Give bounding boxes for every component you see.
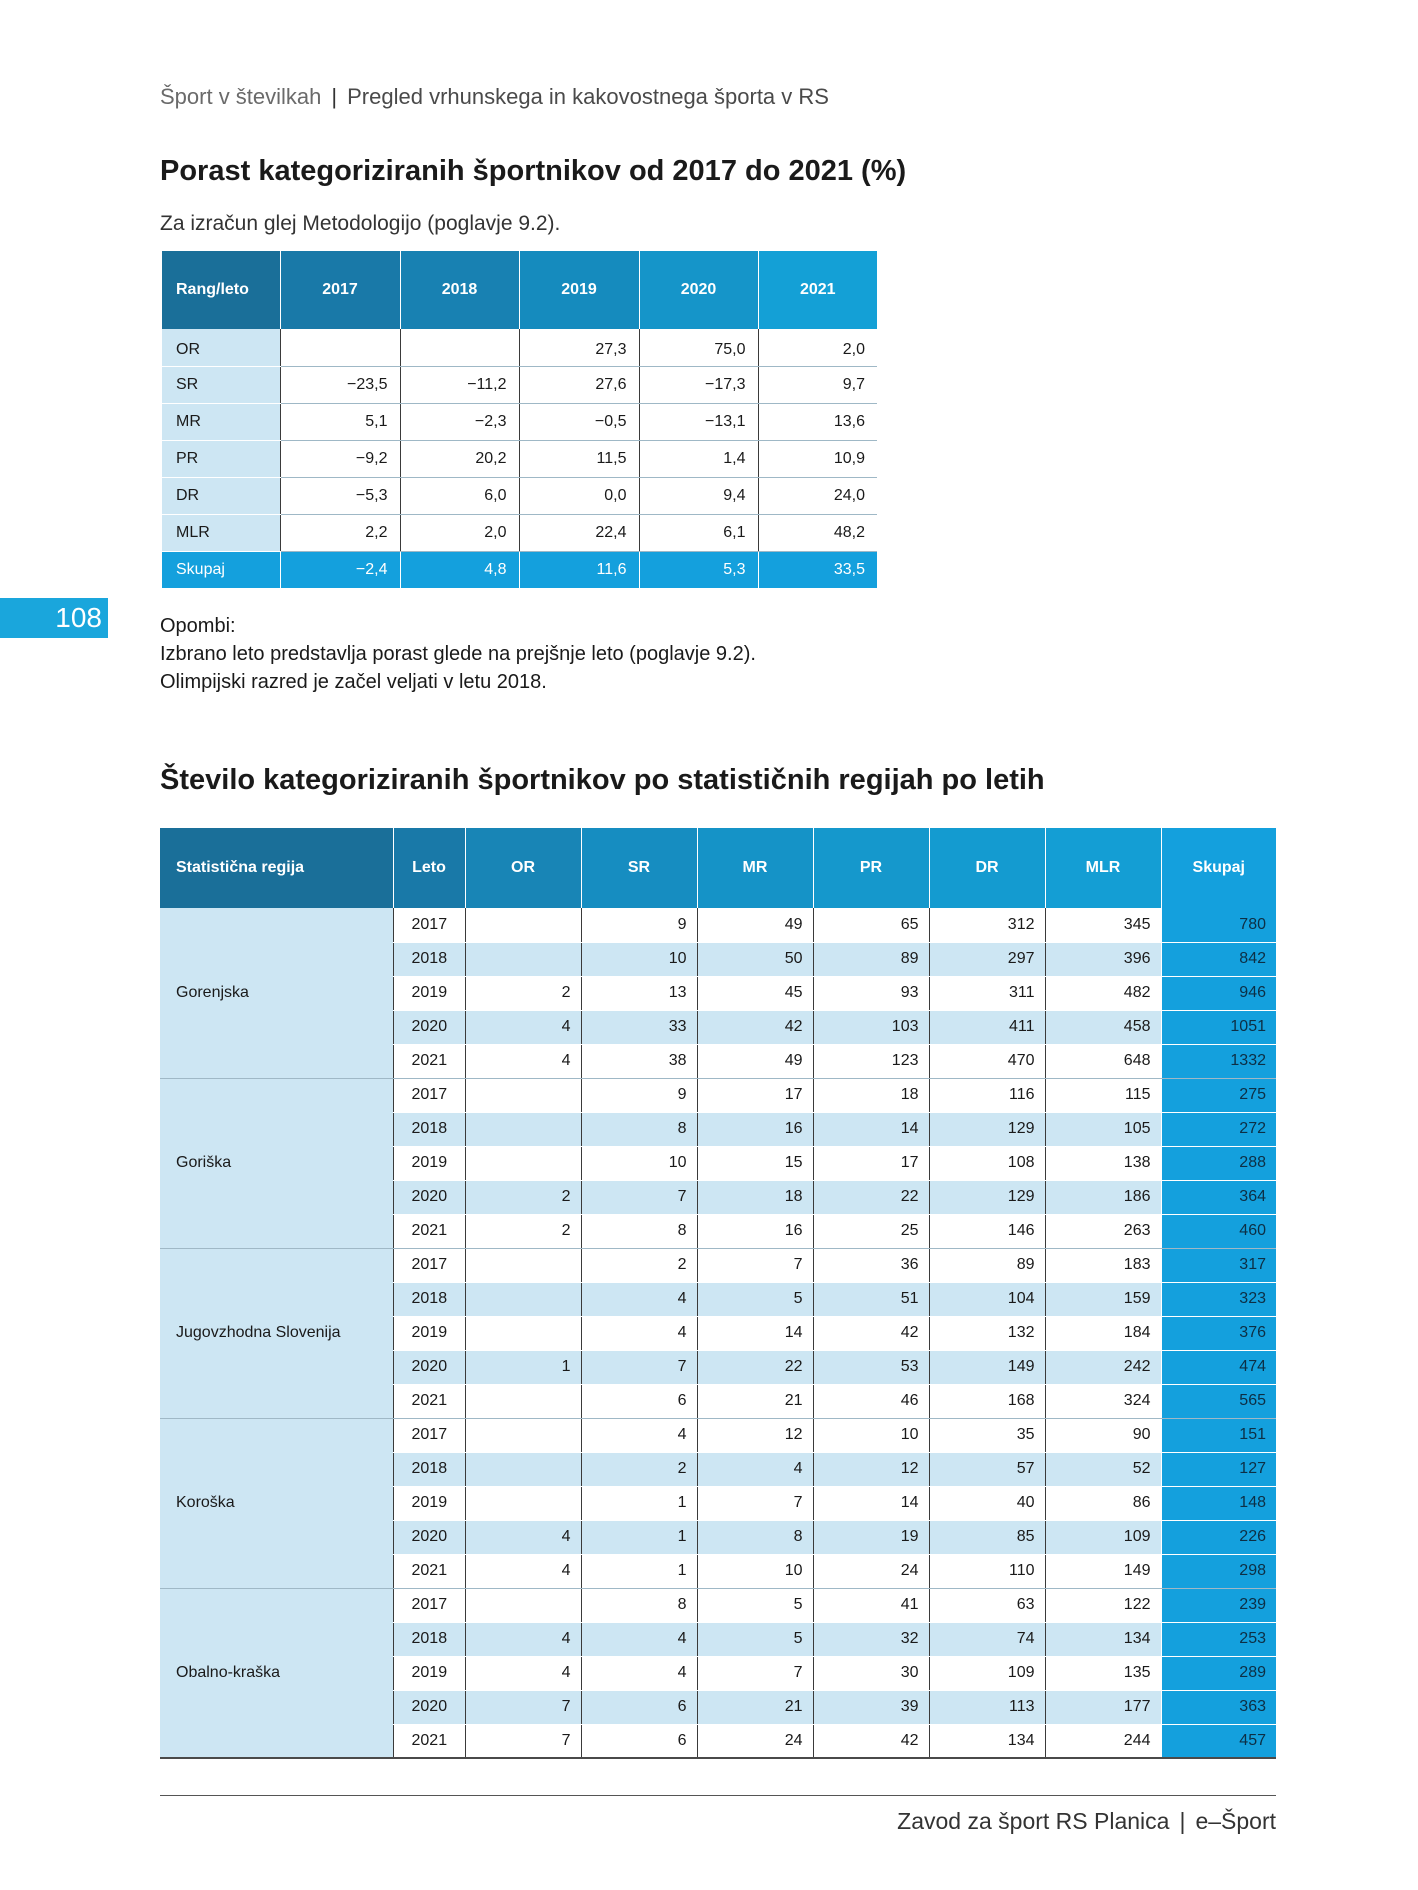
table-cell: 115 bbox=[1045, 1078, 1161, 1112]
total-cell: 780 bbox=[1161, 908, 1276, 942]
table-cell: 50 bbox=[697, 942, 813, 976]
column-header: 2019 bbox=[519, 251, 639, 329]
table-cell: 57 bbox=[929, 1452, 1045, 1486]
table-cell: 138 bbox=[1045, 1146, 1161, 1180]
table-cell: 242 bbox=[1045, 1350, 1161, 1384]
table-cell: 129 bbox=[929, 1180, 1045, 1214]
row-label: Skupaj bbox=[162, 551, 280, 588]
row-label: DR bbox=[162, 477, 280, 514]
total-cell: 272 bbox=[1161, 1112, 1276, 1146]
total-cell: 457 bbox=[1161, 1724, 1276, 1758]
table-cell: 7 bbox=[697, 1656, 813, 1690]
total-cell: 1332 bbox=[1161, 1044, 1276, 1078]
year-cell: 2017 bbox=[393, 1078, 465, 1112]
table-cell: 4 bbox=[465, 1010, 581, 1044]
table-cell: 17 bbox=[697, 1078, 813, 1112]
table-cell: −2,4 bbox=[280, 551, 400, 588]
table-cell: 122 bbox=[1045, 1588, 1161, 1622]
year-cell: 2020 bbox=[393, 1350, 465, 1384]
table-cell: 74 bbox=[929, 1622, 1045, 1656]
table-cell: 30 bbox=[813, 1656, 929, 1690]
year-cell: 2020 bbox=[393, 1690, 465, 1724]
table-cell bbox=[280, 329, 400, 366]
table-row bbox=[162, 477, 877, 514]
year-cell: 2019 bbox=[393, 1486, 465, 1520]
total-cell: 842 bbox=[1161, 942, 1276, 976]
table-cell: 49 bbox=[697, 908, 813, 942]
table-cell: 18 bbox=[697, 1180, 813, 1214]
table-cell: 324 bbox=[1045, 1384, 1161, 1418]
table-cell: 123 bbox=[813, 1044, 929, 1078]
table-cell: 14 bbox=[697, 1316, 813, 1350]
table-cell: 27,3 bbox=[519, 329, 639, 366]
table-cell: 25 bbox=[813, 1214, 929, 1248]
page-number: 108 bbox=[0, 598, 108, 638]
table-cell: 16 bbox=[697, 1214, 813, 1248]
table-cell: 12 bbox=[697, 1418, 813, 1452]
table-cell: 8 bbox=[581, 1112, 697, 1146]
table-cell: 177 bbox=[1045, 1690, 1161, 1724]
total-cell: 474 bbox=[1161, 1350, 1276, 1384]
table-cell: 297 bbox=[929, 942, 1045, 976]
table-cell: 2 bbox=[581, 1248, 697, 1282]
year-cell: 2020 bbox=[393, 1180, 465, 1214]
table-row bbox=[162, 514, 877, 551]
table-row bbox=[162, 329, 877, 366]
table-cell: 89 bbox=[929, 1248, 1045, 1282]
header-publication: Šport v številkah bbox=[160, 84, 322, 109]
year-cell: 2018 bbox=[393, 1282, 465, 1316]
table-cell: 46 bbox=[813, 1384, 929, 1418]
table-cell: 5 bbox=[697, 1282, 813, 1316]
year-cell: 2019 bbox=[393, 1146, 465, 1180]
table-cell: 40 bbox=[929, 1486, 1045, 1520]
table-cell: 470 bbox=[929, 1044, 1045, 1078]
total-cell: 317 bbox=[1161, 1248, 1276, 1282]
table-cell: 134 bbox=[1045, 1622, 1161, 1656]
table-cell: −17,3 bbox=[639, 366, 758, 403]
table-cell: 6 bbox=[581, 1690, 697, 1724]
table-cell: 24 bbox=[697, 1724, 813, 1758]
table-row bbox=[162, 366, 877, 403]
total-cell: 376 bbox=[1161, 1316, 1276, 1350]
table-cell: 20,2 bbox=[400, 440, 519, 477]
table-cell bbox=[465, 942, 581, 976]
table-row bbox=[160, 1078, 1276, 1112]
table-cell bbox=[465, 1316, 581, 1350]
table-cell bbox=[465, 1452, 581, 1486]
footer-series: e–Šport bbox=[1195, 1808, 1276, 1834]
table-cell: 7 bbox=[697, 1248, 813, 1282]
notes-heading: Opombi: bbox=[160, 615, 236, 637]
column-header: DR bbox=[929, 828, 1045, 908]
table-cell: 311 bbox=[929, 976, 1045, 1010]
region-name: Obalno-kraška bbox=[160, 1588, 393, 1758]
year-cell: 2017 bbox=[393, 1588, 465, 1622]
column-header: 2018 bbox=[400, 251, 519, 329]
table-cell: 14 bbox=[813, 1486, 929, 1520]
table-cell: 7 bbox=[581, 1350, 697, 1384]
table-cell: 51 bbox=[813, 1282, 929, 1316]
table-cell: 14 bbox=[813, 1112, 929, 1146]
table-cell: 4 bbox=[581, 1282, 697, 1316]
table-cell: 35 bbox=[929, 1418, 1045, 1452]
table-cell: 17 bbox=[813, 1146, 929, 1180]
table-cell: 4 bbox=[581, 1418, 697, 1452]
table-cell: 132 bbox=[929, 1316, 1045, 1350]
region-name: Jugovzhodna Slovenija bbox=[160, 1248, 393, 1418]
table-cell: 10 bbox=[697, 1554, 813, 1588]
year-cell: 2021 bbox=[393, 1044, 465, 1078]
table-cell: 33,5 bbox=[758, 551, 877, 588]
year-cell: 2021 bbox=[393, 1554, 465, 1588]
table-cell: 10 bbox=[813, 1418, 929, 1452]
section2-title: Število kategoriziranih športnikov po statističnih regijah po letih bbox=[160, 764, 1045, 796]
table-cell: 8 bbox=[697, 1520, 813, 1554]
table-cell: 9,7 bbox=[758, 366, 877, 403]
table-cell: 89 bbox=[813, 942, 929, 976]
table-cell: 4 bbox=[465, 1044, 581, 1078]
year-cell: 2020 bbox=[393, 1520, 465, 1554]
column-header: 2021 bbox=[758, 251, 877, 329]
table-cell bbox=[465, 1078, 581, 1112]
total-cell: 275 bbox=[1161, 1078, 1276, 1112]
table-cell: 135 bbox=[1045, 1656, 1161, 1690]
table-cell bbox=[465, 1486, 581, 1520]
table-cell: 4 bbox=[465, 1656, 581, 1690]
table-cell: 49 bbox=[697, 1044, 813, 1078]
table-cell bbox=[465, 1112, 581, 1146]
table-cell: 108 bbox=[929, 1146, 1045, 1180]
table-cell: 5,1 bbox=[280, 403, 400, 440]
table-cell: 42 bbox=[697, 1010, 813, 1044]
table-cell: 134 bbox=[929, 1724, 1045, 1758]
table-cell: 109 bbox=[1045, 1520, 1161, 1554]
table-cell: −2,3 bbox=[400, 403, 519, 440]
table-cell: 90 bbox=[1045, 1418, 1161, 1452]
table-cell bbox=[465, 908, 581, 942]
header-chapter: Pregled vrhunskega in kakovostnega športa v RS bbox=[347, 84, 829, 109]
year-cell: 2021 bbox=[393, 1384, 465, 1418]
table-cell bbox=[465, 1588, 581, 1622]
table-cell: 6,1 bbox=[639, 514, 758, 551]
growth-table bbox=[162, 251, 877, 588]
table-cell: 8 bbox=[581, 1214, 697, 1248]
table-cell: 10 bbox=[581, 1146, 697, 1180]
growth-table-header bbox=[162, 251, 877, 329]
table-cell: 482 bbox=[1045, 976, 1161, 1010]
table-row bbox=[160, 1248, 1276, 1282]
table-cell: 4 bbox=[465, 1622, 581, 1656]
table-cell: 39 bbox=[813, 1690, 929, 1724]
year-cell: 2018 bbox=[393, 1112, 465, 1146]
table-cell: 16 bbox=[697, 1112, 813, 1146]
year-cell: 2020 bbox=[393, 1010, 465, 1044]
table-cell: 4 bbox=[465, 1520, 581, 1554]
table-cell: 75,0 bbox=[639, 329, 758, 366]
column-header: Leto bbox=[393, 828, 465, 908]
table-cell: 15 bbox=[697, 1146, 813, 1180]
total-cell: 289 bbox=[1161, 1656, 1276, 1690]
table-cell: 7 bbox=[465, 1690, 581, 1724]
table-row bbox=[160, 1588, 1276, 1622]
column-header: OR bbox=[465, 828, 581, 908]
table-cell: −5,3 bbox=[280, 477, 400, 514]
column-header: MLR bbox=[1045, 828, 1161, 908]
table-cell: 263 bbox=[1045, 1214, 1161, 1248]
table-cell: 4 bbox=[697, 1452, 813, 1486]
region-name: Koroška bbox=[160, 1418, 393, 1588]
table-cell: 312 bbox=[929, 908, 1045, 942]
total-cell: 364 bbox=[1161, 1180, 1276, 1214]
table-cell bbox=[465, 1248, 581, 1282]
table-cell: 113 bbox=[929, 1690, 1045, 1724]
table-cell: 18 bbox=[813, 1078, 929, 1112]
table-cell: 1 bbox=[581, 1486, 697, 1520]
table-cell: 9,4 bbox=[639, 477, 758, 514]
table-cell: 186 bbox=[1045, 1180, 1161, 1214]
table-cell: 1 bbox=[465, 1350, 581, 1384]
total-cell: 239 bbox=[1161, 1588, 1276, 1622]
table-cell: 2 bbox=[465, 1214, 581, 1248]
column-header: Statistična regija bbox=[160, 828, 393, 908]
column-header: Skupaj bbox=[1161, 828, 1276, 908]
regions-table bbox=[160, 828, 1276, 1759]
column-header: PR bbox=[813, 828, 929, 908]
table-cell: 48,2 bbox=[758, 514, 877, 551]
column-header: 2020 bbox=[639, 251, 758, 329]
table-cell: 7 bbox=[581, 1180, 697, 1214]
table-cell: 41 bbox=[813, 1588, 929, 1622]
table-cell: 2 bbox=[465, 1180, 581, 1214]
table-cell: 183 bbox=[1045, 1248, 1161, 1282]
table-cell bbox=[465, 1282, 581, 1316]
total-cell: 1051 bbox=[1161, 1010, 1276, 1044]
total-cell: 253 bbox=[1161, 1622, 1276, 1656]
table-cell: 7 bbox=[465, 1724, 581, 1758]
table-cell: 24,0 bbox=[758, 477, 877, 514]
year-cell: 2017 bbox=[393, 1418, 465, 1452]
table-row bbox=[162, 403, 877, 440]
row-label: PR bbox=[162, 440, 280, 477]
table-cell bbox=[465, 1418, 581, 1452]
table-cell: 5 bbox=[697, 1622, 813, 1656]
table-cell: 13 bbox=[581, 976, 697, 1010]
table-cell: 38 bbox=[581, 1044, 697, 1078]
table-cell: 5 bbox=[697, 1588, 813, 1622]
table-cell bbox=[465, 1146, 581, 1180]
column-header: MR bbox=[697, 828, 813, 908]
table-cell: 1,4 bbox=[639, 440, 758, 477]
table-cell: 1 bbox=[581, 1554, 697, 1588]
total-cell: 127 bbox=[1161, 1452, 1276, 1486]
table-cell: 159 bbox=[1045, 1282, 1161, 1316]
footer-separator: | bbox=[1179, 1808, 1186, 1834]
total-cell: 151 bbox=[1161, 1418, 1276, 1452]
table-cell bbox=[400, 329, 519, 366]
table-cell: 4,8 bbox=[400, 551, 519, 588]
table-cell: −9,2 bbox=[280, 440, 400, 477]
year-cell: 2017 bbox=[393, 908, 465, 942]
table-cell: 149 bbox=[929, 1350, 1045, 1384]
table-cell: 2,0 bbox=[758, 329, 877, 366]
year-cell: 2018 bbox=[393, 1622, 465, 1656]
table-cell: 9 bbox=[581, 908, 697, 942]
table-cell: 2,2 bbox=[280, 514, 400, 551]
table-cell: 129 bbox=[929, 1112, 1045, 1146]
table-cell: 11,6 bbox=[519, 551, 639, 588]
table-cell: 2 bbox=[581, 1452, 697, 1486]
table-cell: 42 bbox=[813, 1316, 929, 1350]
note-line: Izbrano leto predstavlja porast glede na prejšnje leto (poglavje 9.2). bbox=[160, 643, 756, 665]
table-cell: 11,5 bbox=[519, 440, 639, 477]
year-cell: 2019 bbox=[393, 1316, 465, 1350]
table-cell: 4 bbox=[465, 1554, 581, 1588]
table-cell: 109 bbox=[929, 1656, 1045, 1690]
column-header: 2017 bbox=[280, 251, 400, 329]
table-cell: 13,6 bbox=[758, 403, 877, 440]
table-cell: 4 bbox=[581, 1656, 697, 1690]
regions-table-header bbox=[160, 828, 1276, 908]
table-row bbox=[160, 1418, 1276, 1452]
table-cell: 411 bbox=[929, 1010, 1045, 1044]
table-cell: 110 bbox=[929, 1554, 1045, 1588]
table-cell: −13,1 bbox=[639, 403, 758, 440]
table-cell: 10 bbox=[581, 942, 697, 976]
notes bbox=[160, 612, 756, 696]
row-label: MR bbox=[162, 403, 280, 440]
table-cell: 19 bbox=[813, 1520, 929, 1554]
table-cell: −11,2 bbox=[400, 366, 519, 403]
year-cell: 2021 bbox=[393, 1214, 465, 1248]
table-row bbox=[162, 440, 877, 477]
total-cell: 565 bbox=[1161, 1384, 1276, 1418]
table-cell: 1 bbox=[581, 1520, 697, 1554]
table-cell bbox=[465, 1384, 581, 1418]
table-cell: 168 bbox=[929, 1384, 1045, 1418]
total-cell: 226 bbox=[1161, 1520, 1276, 1554]
year-cell: 2019 bbox=[393, 1656, 465, 1690]
table-cell: 8 bbox=[581, 1588, 697, 1622]
column-header: Rang/leto bbox=[162, 251, 280, 329]
total-row bbox=[162, 551, 877, 588]
table-cell: 32 bbox=[813, 1622, 929, 1656]
table-cell: 21 bbox=[697, 1384, 813, 1418]
table-cell: −0,5 bbox=[519, 403, 639, 440]
table-cell: 6,0 bbox=[400, 477, 519, 514]
total-cell: 946 bbox=[1161, 976, 1276, 1010]
column-header: SR bbox=[581, 828, 697, 908]
year-cell: 2021 bbox=[393, 1724, 465, 1758]
table-cell: 4 bbox=[581, 1316, 697, 1350]
row-label: MLR bbox=[162, 514, 280, 551]
table-cell: 10,9 bbox=[758, 440, 877, 477]
table-cell: 103 bbox=[813, 1010, 929, 1044]
table-cell: 4 bbox=[581, 1622, 697, 1656]
total-cell: 288 bbox=[1161, 1146, 1276, 1180]
table-cell: 2,0 bbox=[400, 514, 519, 551]
table-cell: 149 bbox=[1045, 1554, 1161, 1588]
table-cell: 21 bbox=[697, 1690, 813, 1724]
footer-divider bbox=[160, 1795, 1276, 1796]
table-cell: 52 bbox=[1045, 1452, 1161, 1486]
table-cell: 116 bbox=[929, 1078, 1045, 1112]
table-cell: 24 bbox=[813, 1554, 929, 1588]
table-cell: 5,3 bbox=[639, 551, 758, 588]
note-line: Olimpijski razred je začel veljati v letu 2018. bbox=[160, 671, 547, 693]
table-cell: 7 bbox=[697, 1486, 813, 1520]
header-separator: | bbox=[331, 84, 338, 109]
section1-subtitle: Za izračun glej Metodologijo (poglavje 9.2). bbox=[160, 212, 561, 235]
total-cell: 323 bbox=[1161, 1282, 1276, 1316]
region-name: Goriška bbox=[160, 1078, 393, 1248]
table-cell: 36 bbox=[813, 1248, 929, 1282]
table-cell: 33 bbox=[581, 1010, 697, 1044]
table-cell: −23,5 bbox=[280, 366, 400, 403]
total-cell: 298 bbox=[1161, 1554, 1276, 1588]
table-cell: 345 bbox=[1045, 908, 1161, 942]
table-cell: 146 bbox=[929, 1214, 1045, 1248]
table-cell: 22,4 bbox=[519, 514, 639, 551]
year-cell: 2018 bbox=[393, 942, 465, 976]
footer bbox=[897, 1808, 1276, 1835]
table-cell: 184 bbox=[1045, 1316, 1161, 1350]
table-cell: 648 bbox=[1045, 1044, 1161, 1078]
total-cell: 460 bbox=[1161, 1214, 1276, 1248]
row-label: SR bbox=[162, 366, 280, 403]
table-cell: 93 bbox=[813, 976, 929, 1010]
table-cell: 42 bbox=[813, 1724, 929, 1758]
table-cell: 12 bbox=[813, 1452, 929, 1486]
table-cell: 85 bbox=[929, 1520, 1045, 1554]
table-cell: 105 bbox=[1045, 1112, 1161, 1146]
table-cell: 2 bbox=[465, 976, 581, 1010]
footer-publisher: Zavod za šport RS Planica bbox=[897, 1808, 1170, 1834]
table-cell: 45 bbox=[697, 976, 813, 1010]
table-cell: 53 bbox=[813, 1350, 929, 1384]
table-cell: 6 bbox=[581, 1384, 697, 1418]
running-header bbox=[160, 84, 829, 110]
table-cell: 6 bbox=[581, 1724, 697, 1758]
table-cell: 9 bbox=[581, 1078, 697, 1112]
table-cell: 104 bbox=[929, 1282, 1045, 1316]
year-cell: 2017 bbox=[393, 1248, 465, 1282]
total-cell: 363 bbox=[1161, 1690, 1276, 1724]
year-cell: 2018 bbox=[393, 1452, 465, 1486]
table-cell: 0,0 bbox=[519, 477, 639, 514]
table-cell: 22 bbox=[697, 1350, 813, 1384]
table-cell: 244 bbox=[1045, 1724, 1161, 1758]
table-cell: 396 bbox=[1045, 942, 1161, 976]
table-cell: 458 bbox=[1045, 1010, 1161, 1044]
row-label: OR bbox=[162, 329, 280, 366]
year-cell: 2019 bbox=[393, 976, 465, 1010]
section1-title: Porast kategoriziranih športnikov od 2017 do 2021 (%) bbox=[160, 155, 907, 187]
total-cell: 148 bbox=[1161, 1486, 1276, 1520]
table-cell: 22 bbox=[813, 1180, 929, 1214]
table-cell: 27,6 bbox=[519, 366, 639, 403]
table-cell: 65 bbox=[813, 908, 929, 942]
region-name: Gorenjska bbox=[160, 908, 393, 1078]
table-row bbox=[160, 908, 1276, 942]
table-cell: 63 bbox=[929, 1588, 1045, 1622]
table-cell: 86 bbox=[1045, 1486, 1161, 1520]
